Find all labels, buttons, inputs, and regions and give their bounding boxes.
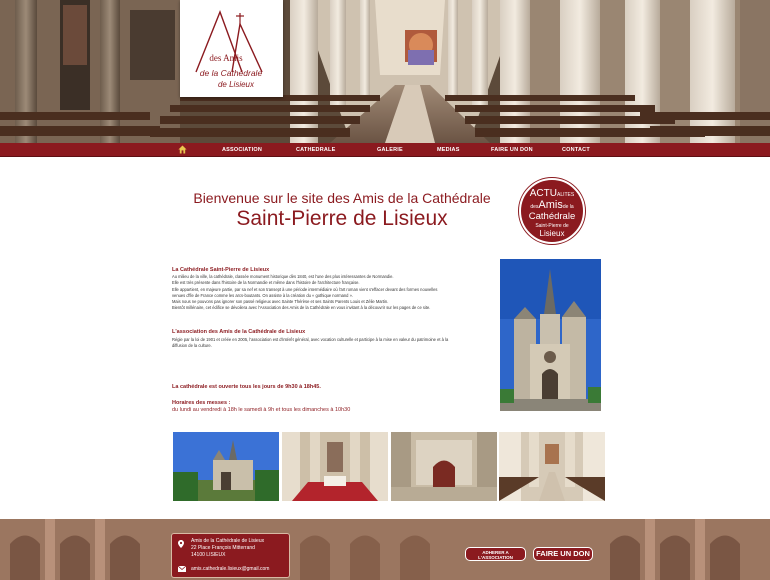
footer-email-link[interactable]: amis.cathedrale.lisieux@gmail.com	[191, 566, 270, 572]
welcome-heading	[192, 189, 492, 231]
gallery-thumb[interactable]	[391, 432, 497, 501]
body-line: venues d'Île de France comme les arcs-boutants. On assiste à la création du « gothique normand ».	[172, 292, 354, 298]
nav-association[interactable]: ASSOCIATION	[222, 147, 262, 153]
section-association-body	[172, 337, 492, 350]
site-logo[interactable]	[180, 0, 283, 97]
stone-arches-image	[0, 519, 770, 580]
footer-address-box	[171, 533, 290, 578]
badge-cathedrale: Cathédrale	[528, 211, 576, 222]
cathedral-exterior-photo	[500, 259, 601, 411]
section-association-title: L'association des Amis de la Cathédrale de Lisieux	[172, 329, 306, 335]
actualites-badge[interactable]	[519, 178, 585, 244]
hero-banner	[0, 0, 770, 143]
footer	[0, 519, 770, 580]
logo-line3: de Lisieux	[217, 80, 255, 89]
badge-dela: de la	[562, 204, 574, 210]
badge-amis: Amis	[538, 199, 563, 211]
cathedral-nave-image	[0, 0, 770, 143]
home-icon[interactable]	[178, 145, 187, 154]
nav-faire-un-don[interactable]: FAIRE UN DON	[491, 147, 533, 153]
badge-lisieux: Lisieux	[539, 229, 565, 238]
gallery-thumb[interactable]	[173, 432, 279, 501]
join-line1: ADHERER A	[482, 549, 509, 555]
logo-line1: des Amis	[209, 53, 243, 63]
welcome-line2: Saint-Pierre de Lisieux	[236, 207, 448, 230]
logo-line2: de la Cathédrale	[199, 68, 263, 78]
section-cathedrale-body	[172, 274, 492, 312]
badge-alites: ALITES	[557, 192, 575, 198]
nav-galerie[interactable]: GALERIE	[377, 147, 403, 153]
body-line: Régie par la loi de 1901 et créée en 2005, l'association est d'intérêt général, avec vocation culturelle et participe à la mise en valeur du patrimoine et à la	[172, 337, 449, 342]
nav-medias[interactable]: MEDIAS	[437, 147, 460, 153]
join-line2: L'ASSOCIATION	[478, 554, 513, 560]
footer-name: Amis de la Cathédrale de Lisieux	[191, 538, 265, 544]
nav-cathedrale[interactable]: CATHEDRALE	[296, 147, 336, 153]
gallery-thumb[interactable]	[282, 432, 388, 501]
body-line: Elle appartient, en majeure partie, par sa nef et son transept à une période intermédiaire où l'art roman vient s'effacer devant des formes nouvelles	[172, 286, 438, 292]
gallery-thumb[interactable]	[499, 432, 605, 501]
join-association-button[interactable]	[465, 547, 526, 561]
body-line: Au milieu de la ville, la cathédrale, classée monument historique dès 1840, est l'une des plus intéressantes de Normandie.	[172, 274, 394, 279]
badge-actu: ACTU	[529, 188, 557, 199]
footer-city: 14100 LISIEUX	[191, 552, 226, 558]
donate-button[interactable]: FAIRE UN DON	[533, 547, 593, 561]
body-line: diffusion de la culture.	[172, 343, 212, 349]
section-cathedrale-title: La Cathédrale Saint-Pierre de Lisieux	[172, 267, 270, 273]
mass-times-title: Horaires des messes :	[172, 400, 231, 406]
mass-times-text: du lundi au vendredi à 18h le samedi à 9h et tous les dimanches à 10h30	[172, 407, 351, 413]
body-line: Elle est très présente dans l'histoire de la Normandie et même dans l'histoire de l'architecture française.	[172, 280, 360, 286]
body-line: Mais nous ne pouvons pas ignorer son passé religieux avec Sainte Thérèse et ses Saints Parents Louis et Zélie Martin.	[172, 299, 389, 305]
badge-des: des	[530, 204, 539, 210]
main-nav	[0, 143, 770, 157]
footer-street: 22 Place François Mitterrand	[191, 545, 255, 551]
badge-saint-pierre: Saint-Pierre de	[535, 223, 569, 229]
nav-contact[interactable]: CONTACT	[562, 147, 590, 153]
envelope-icon	[178, 566, 186, 572]
location-pin-icon	[178, 540, 184, 548]
welcome-line1: Bienvenue sur le site des Amis de la Cathédrale	[193, 190, 491, 206]
opening-hours: La cathédrale est ouverte tous les jours de 9h30 à 18h45.	[172, 384, 321, 390]
body-line: Bientôt millénaire, cet édifice se dévoilera avec l'Association des Amis de la Cathédrale en vous invitant à la découvrir sur les pages de ce site.	[172, 305, 431, 311]
